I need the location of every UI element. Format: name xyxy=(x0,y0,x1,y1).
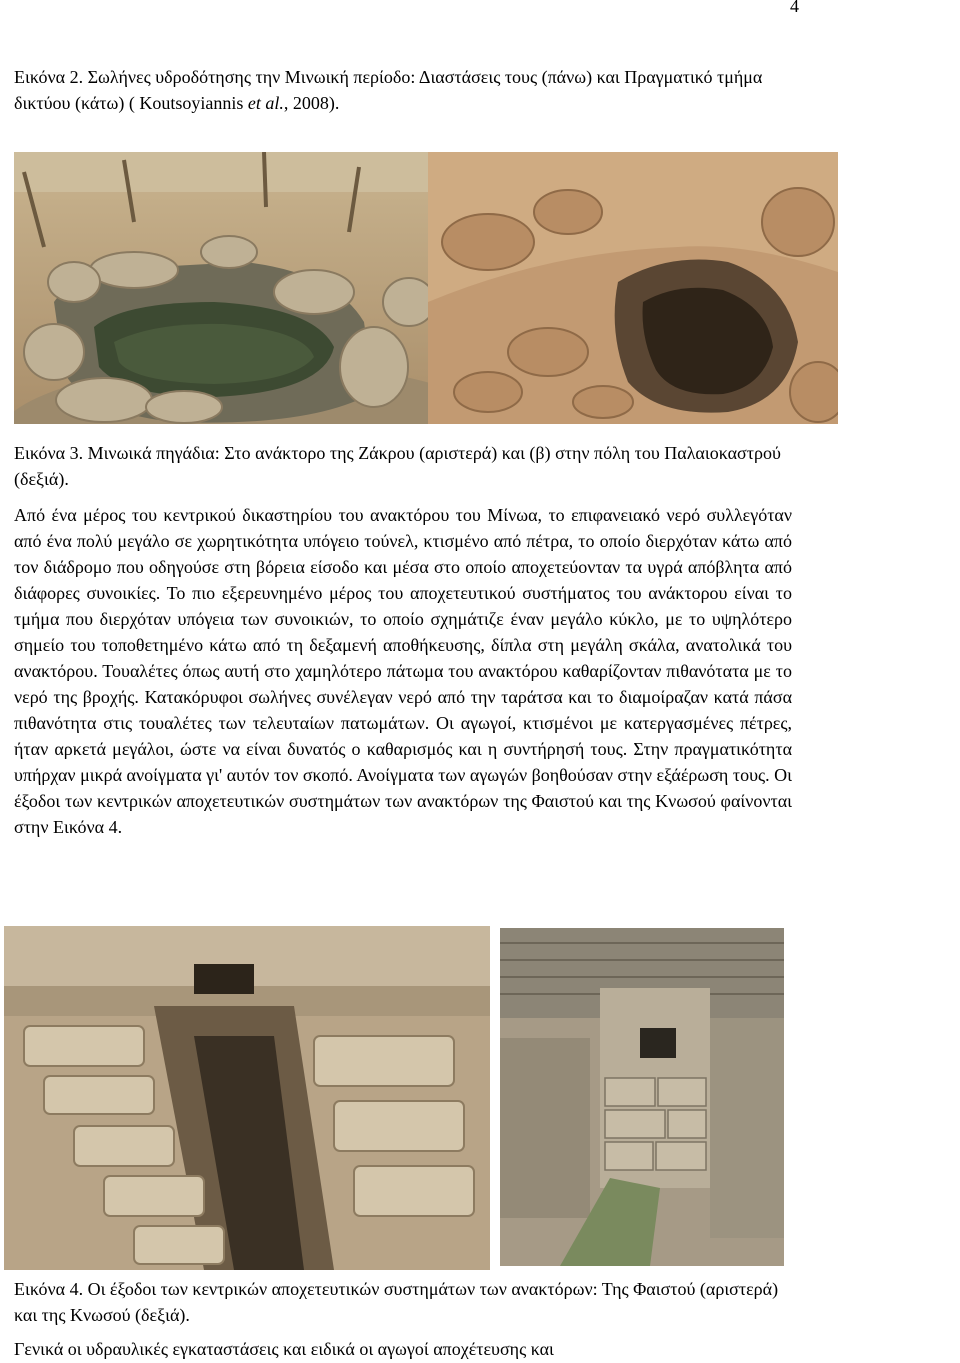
well-photo-icon xyxy=(14,152,428,424)
figure-2-caption xyxy=(14,64,794,116)
palaikastro-well-photo xyxy=(428,152,838,424)
body-paragraph: Από ένα μέρος του κεντρικού δικαστηρίου του ανακτόρου του Μίνωα, το επιφανειακό νερό συλλεγόταν από ένα πολύ μεγάλο σε χωρητικότητα υπόγειο τούνελ, κτισμένο από πέτρα, το οποίο διερχόταν κάτω από τον διάδρομο που οδηγούσε στη βόρεια είσοδο και μέσα στο οποίο αποχετεύονταν τα υγρά απόβλητα από διάφορες συνοικίες. Το πιο εξερευνημένο μέρος του αποχετευτικού συστήματος του ανάκτορου είναι το τμήμα που διερχόταν υπόγεια των συνοικιών, το οποίο σχημάτιζε έναν μεγάλο κύκλο, με το υψηλότερο σημείο του τοποθετημένο κάτω από τη δεξαμενή αποθήκευσης, δίπλα στη μεγάλη σκάλα, ανατολικά του ανακτόρου. Τουαλέτες όπως αυτή στο χαμηλότερο πάτωμα του ανακτόρου καθαρίζονταν πιθανότατα με το νερό της βροχής. Κατακόρυφοι σωλήνες συνέλεγαν νερό από την ταράτσα και το διαμοίραζαν κατά πάσα πιθανότητα στις τουαλέτες των τελευταίων πατωμάτων. Οι αγωγοί, κτισμένοι με κατεργασμένες πέτρες, ήταν αρκετά μεγάλοι, ώστε να είναι δυνατός ο καθαρισμός και η συντήρησή τους. Στην πραγματικότητα υπήρχαν μικρά ανοίγματα γι' αυτόν τον σκοπό. Ανοίγματα των αγωγών βοηθούσαν στην εξάέρωση τους. Οι έξοδοι των κεντρικών αποχετευτικών συστημάτων των ανακτόρων της Φαιστού και της Κνωσού φαίνονται στην Εικόνα 4. xyxy=(14,505,792,837)
page-number: 4 xyxy=(790,0,799,16)
body-paragraph-continued: Γενικά οι υδραυλικές εγκαταστάσεις και ειδικά οι αγωγοί αποχέτευσης και xyxy=(14,1339,554,1359)
drain-photo-icon xyxy=(4,926,490,1270)
well-photo-icon xyxy=(428,152,838,424)
phaistos-drain-photo xyxy=(4,926,490,1270)
figure-2-caption-text: Εικόνα 2. Σωλήνες υδροδότησης την Μινωική περίοδο: Διαστάσεις τους (πάνω) και Πραγματικό τμήμα δικτύου (κάτω) ( Koutsoyiannis xyxy=(14,67,763,113)
figure-4-caption: Εικόνα 4. Οι έξοδοι των κεντρικών αποχετευτικών συστημάτων των ανακτόρων: Της Φαιστού (αριστερά) και της Κνωσού (δεξιά). xyxy=(14,1279,779,1325)
knossos-drain-photo xyxy=(500,928,784,1266)
figure-2-caption-end: , 2008). xyxy=(283,93,340,113)
figure-3-caption: Εικόνα 3. Μινωικά πηγάδια: Στο ανάκτορο της Ζάκρου (αριστερά) και (β) στην πόλη του Παλαιοκαστρού (δεξιά). xyxy=(14,443,781,489)
drain-photo-icon xyxy=(500,928,784,1266)
zakros-well-photo xyxy=(14,152,428,424)
figure-2-caption-italic: et al. xyxy=(247,93,284,113)
